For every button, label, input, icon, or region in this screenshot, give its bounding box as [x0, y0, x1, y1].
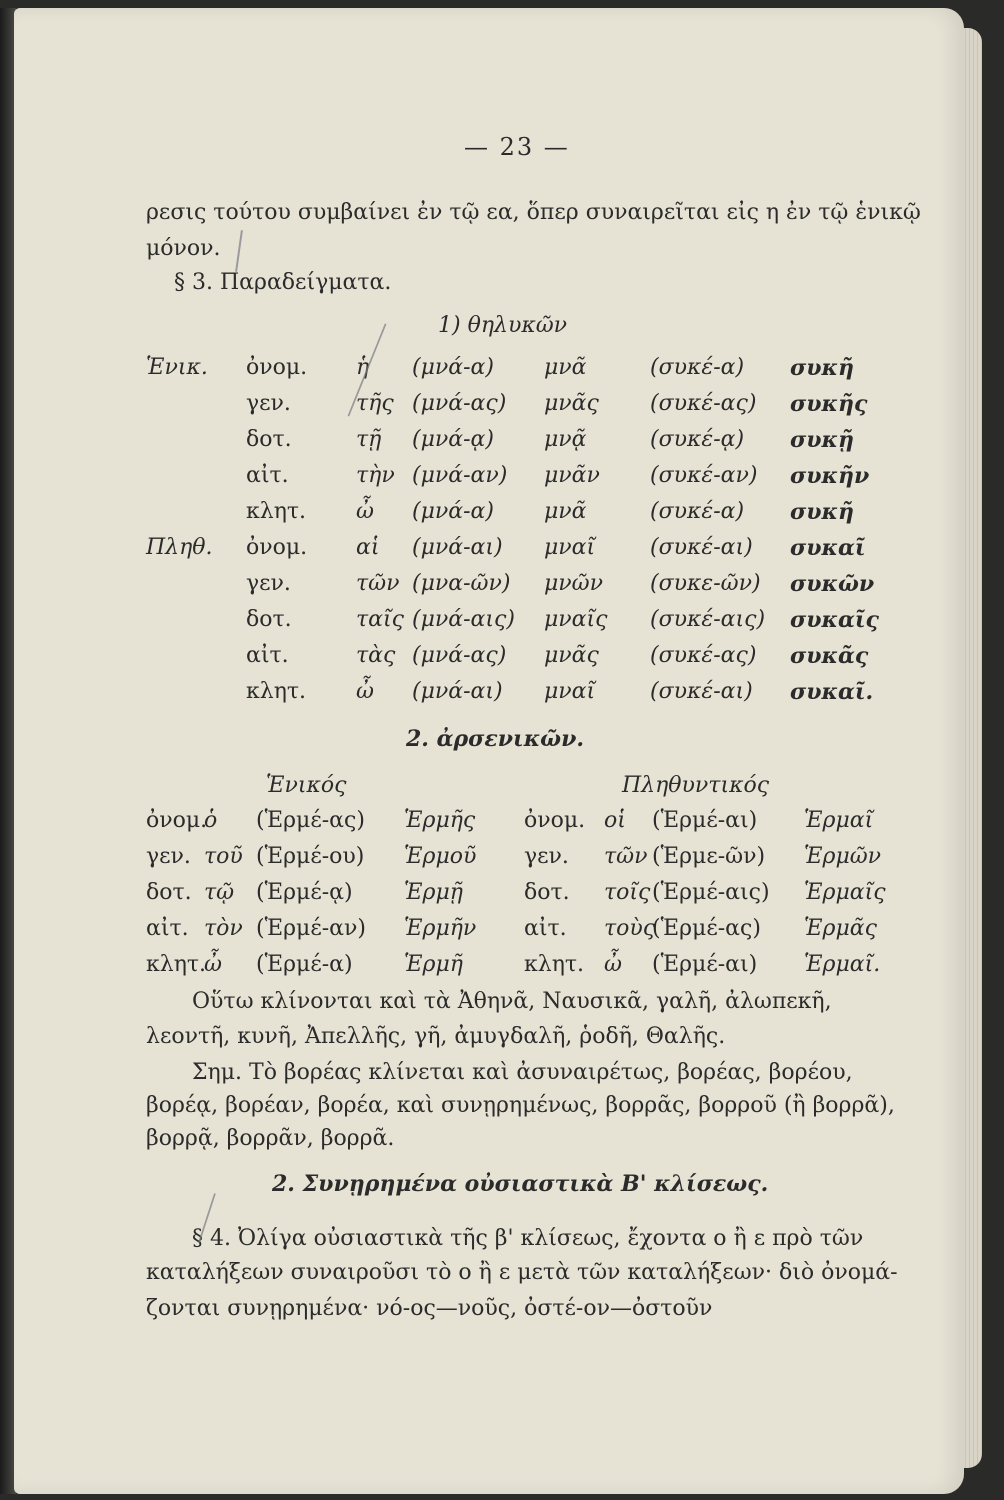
fem-row-1-stem-form-2: (συκέ-ας)	[650, 391, 757, 416]
masc-row-2-col-6: (Ἑρμέ-αις)	[652, 880, 770, 905]
fem-row-3-case-label: αἰτ.	[246, 463, 289, 488]
fem-row-7-stem-form: (μνά-αις)	[412, 607, 515, 632]
fem-row-8-contracted-form-2: συκᾶς	[790, 643, 869, 669]
section-4-line-2: καταλήξεων συναιροῦσι τὸ ο ἢ ε μετὰ τῶν καταλήξεων· διὸ ὀνομά-	[146, 1260, 898, 1285]
fem-row-8-stem-form: (μνά-ας)	[412, 643, 507, 668]
fem-row-5-contracted-form: μναῖ	[544, 535, 596, 560]
fem-row-7-case-label: δοτ.	[246, 607, 292, 632]
singular-label: Ἑνικ.	[146, 355, 208, 380]
fem-row-1-contracted-form: μνᾶς	[544, 391, 599, 416]
masc-row-2-col-7: Ἑρμαῖς	[804, 880, 886, 905]
paragraph-line-2: λεοντῆ, κυνῆ, Ἀπελλῆς, γῆ, ἀμυγδαλῆ, ῥοδῆ, Θαλῆς.	[146, 1024, 726, 1049]
masc-row-4-col-0: κλητ.	[146, 952, 207, 977]
paragraph-line-1: Οὕτω κλίνονται καὶ τὰ Ἀθηνᾶ, Ναυσικᾶ, γαλῆ, ἀλωπεκῆ,	[192, 989, 832, 1014]
fem-row-9-stem-form: (μνά-αι)	[412, 679, 503, 704]
fem-row-8-article: τὰς	[356, 643, 396, 668]
masc-row-4-col-4: κλητ.	[524, 952, 585, 977]
masc-row-0-col-2: (Ἑρμέ-ας)	[256, 808, 365, 833]
masc-row-1-col-3: Ἑρμοῦ	[404, 844, 477, 869]
fem-row-9-case-label: κλητ.	[246, 679, 307, 704]
fem-row-5-stem-form-2: (συκέ-αι)	[650, 535, 753, 560]
fem-row-2-stem-form-2: (συκέ-ᾳ)	[650, 427, 745, 452]
fem-row-4-contracted-form: μνᾶ	[544, 499, 587, 524]
masc-row-4-col-1: ὦ	[204, 952, 222, 977]
fem-row-8-contracted-form: μνᾶς	[544, 643, 599, 668]
fem-row-4-stem-form: (μνά-α)	[412, 499, 494, 524]
fem-row-6-article: τῶν	[356, 571, 400, 596]
fem-row-1-stem-form: (μνά-ας)	[412, 391, 507, 416]
fem-row-4-stem-form-2: (συκέ-α)	[650, 499, 745, 524]
masc-row-1-col-7: Ἑρμῶν	[804, 844, 882, 869]
intro-line-1: ρεσις τούτου συμβαίνει ἐν τῷ εα, ὅπερ συναιρεῖται εἰς η ἐν τῷ ἑνικῷ	[146, 200, 921, 225]
fem-row-6-stem-form: (μνα-ῶν)	[412, 571, 511, 596]
book-page	[14, 8, 964, 1494]
masc-row-1-col-6: (Ἑρμε-ῶν)	[652, 844, 766, 869]
section-heading-2: 2. Συνῃρημένα οὐσιαστικὰ Β' κλίσεως.	[272, 1171, 769, 1197]
section-4-line-1: § 4. Ὀλίγα οὐσιαστικὰ τῆς β' κλίσεως, ἔχοντα ο ἢ ε πρὸ τῶν	[192, 1226, 864, 1251]
fem-row-0-stem-form: (μνά-α)	[412, 355, 494, 380]
fem-row-8-stem-form-2: (συκέ-ας)	[650, 643, 757, 668]
masc-row-1-col-0: γεν.	[146, 844, 191, 869]
masc-row-3-col-1: τὸν	[204, 916, 243, 941]
masc-row-3-col-6: (Ἑρμέ-ας)	[652, 916, 761, 941]
note-line-2: βορέᾳ, βορέαν, βορέα, καὶ συνῃρημένως, βορρᾶς, βορροῦ (ἢ βορρᾶ),	[146, 1093, 895, 1118]
masc-row-4-col-2: (Ἑρμέ-α)	[256, 952, 353, 977]
masc-plural-label: Πληθυντικός	[622, 773, 770, 798]
fem-row-5-contracted-form-2: συκαῖ	[790, 535, 866, 561]
fem-row-0-case-label: ὀνομ.	[246, 355, 308, 380]
plural-label: Πληθ.	[146, 535, 213, 560]
fem-row-9-stem-form-2: (συκέ-αι)	[650, 679, 753, 704]
masc-row-2-col-4: δοτ.	[524, 880, 570, 905]
masc-row-2-col-2: (Ἑρμέ-ᾳ)	[256, 880, 353, 905]
masc-row-3-col-7: Ἑρμᾶς	[804, 916, 877, 941]
fem-row-3-article: τὴν	[356, 463, 395, 488]
fem-row-8-case-label: αἰτ.	[246, 643, 289, 668]
fem-row-3-stem-form: (μνά-αν)	[412, 463, 508, 488]
intro-line-2: μόνον.	[146, 236, 221, 261]
masc-row-1-col-4: γεν.	[524, 844, 569, 869]
masc-row-4-col-7: Ἑρμαῖ.	[804, 952, 881, 977]
masc-row-0-col-5: οἱ	[604, 808, 626, 833]
masc-singular-label: Ἑνικός	[266, 773, 347, 798]
fem-row-4-contracted-form-2: συκῆ	[790, 499, 854, 525]
fem-row-6-contracted-form-2: συκῶν	[790, 571, 875, 597]
fem-row-6-stem-form-2: (συκε-ῶν)	[650, 571, 761, 596]
fem-row-5-case-label: ὀνομ.	[246, 535, 308, 560]
masc-row-0-col-1: ὁ	[204, 808, 218, 833]
fem-row-4-case-label: κλητ.	[246, 499, 307, 524]
fem-row-2-case-label: δοτ.	[246, 427, 292, 452]
feminine-heading: 1) θηλυκῶν	[438, 313, 568, 338]
fem-row-7-article: ταῖς	[356, 607, 404, 632]
fem-row-0-stem-form-2: (συκέ-α)	[650, 355, 745, 380]
masc-row-4-col-6: (Ἑρμέ-αι)	[652, 952, 758, 977]
note-line-1: Σημ. Τὸ βορέας κλίνεται καὶ ἀσυναιρέτως, βορέας, βορέου,	[192, 1060, 853, 1085]
masc-row-0-col-3: Ἑρμῆς	[404, 808, 476, 833]
page-edges	[962, 28, 982, 1468]
fem-row-2-contracted-form-2: συκῇ	[790, 427, 854, 453]
fem-row-2-article: τῇ	[356, 427, 382, 452]
fem-row-2-contracted-form: μνᾷ	[544, 427, 587, 452]
fem-row-7-stem-form-2: (συκέ-αις)	[650, 607, 766, 632]
masc-row-3-col-0: αἰτ.	[146, 916, 189, 941]
fem-row-2-stem-form: (μνά-ᾳ)	[412, 427, 494, 452]
masc-row-3-col-2: (Ἑρμέ-αν)	[256, 916, 366, 941]
fem-row-3-contracted-form-2: συκῆν	[790, 463, 870, 489]
masc-row-2-col-0: δοτ.	[146, 880, 192, 905]
masc-row-4-col-5: ὦ	[604, 952, 622, 977]
fem-row-1-article: τῆς	[356, 391, 394, 416]
masc-row-0-col-4: ὀνομ.	[524, 808, 586, 833]
fem-row-0-contracted-form-2: συκῆ	[790, 355, 854, 381]
masc-row-2-col-5: τοῖς	[604, 880, 651, 905]
fem-row-4-article: ὦ	[356, 499, 374, 524]
fem-row-7-contracted-form: μναῖς	[544, 607, 608, 632]
masc-row-0-col-7: Ἑρμαῖ	[804, 808, 874, 833]
page-number: — 23 —	[464, 133, 570, 161]
note-line-3: βορρᾷ, βορρᾶν, βορρᾶ.	[146, 1126, 395, 1151]
fem-row-6-contracted-form: μνῶν	[544, 571, 603, 596]
fem-row-9-article: ὦ	[356, 679, 374, 704]
fem-row-0-contracted-form: μνᾶ	[544, 355, 587, 380]
masc-row-0-col-0: ὀνομ.	[146, 808, 208, 833]
section-3-title: § 3. Παραδείγματα.	[174, 270, 392, 295]
masc-row-1-col-5: τῶν	[604, 844, 648, 869]
masc-row-0-col-6: (Ἑρμέ-αι)	[652, 808, 758, 833]
fem-row-3-stem-form-2: (συκέ-αν)	[650, 463, 758, 488]
fem-row-9-contracted-form-2: συκαῖ.	[790, 679, 874, 705]
fem-row-6-case-label: γεν.	[246, 571, 291, 596]
masc-row-1-col-1: τοῦ	[204, 844, 243, 869]
masc-row-4-col-3: Ἑρμῆ	[404, 952, 463, 977]
fem-row-5-stem-form: (μνά-αι)	[412, 535, 503, 560]
fem-row-3-contracted-form: μνᾶν	[544, 463, 600, 488]
fem-row-7-contracted-form-2: συκαῖς	[790, 607, 879, 633]
masc-row-2-col-3: Ἑρμῇ	[404, 880, 463, 905]
fem-row-5-article: αἱ	[356, 535, 380, 560]
masc-row-3-col-3: Ἑρμῆν	[404, 916, 477, 941]
pencil-mark	[235, 230, 243, 272]
fem-row-0-article: ἡ	[356, 355, 370, 380]
masc-row-2-col-1: τῷ	[204, 880, 235, 905]
fem-row-1-contracted-form-2: συκῆς	[790, 391, 868, 417]
masc-row-1-col-2: (Ἑρμέ-ου)	[256, 844, 365, 869]
section-4-line-3: ζονται συνῃρημένα· νό-ος—νοῦς, ὀστέ-ον—ὀστοῦν	[146, 1296, 713, 1321]
masculine-heading: 2. ἀρσενικῶν.	[406, 726, 585, 752]
fem-row-1-case-label: γεν.	[246, 391, 291, 416]
fem-row-9-contracted-form: μναῖ	[544, 679, 596, 704]
masc-row-3-col-5: τοὺς	[604, 916, 656, 941]
masc-row-3-col-4: αἰτ.	[524, 916, 567, 941]
